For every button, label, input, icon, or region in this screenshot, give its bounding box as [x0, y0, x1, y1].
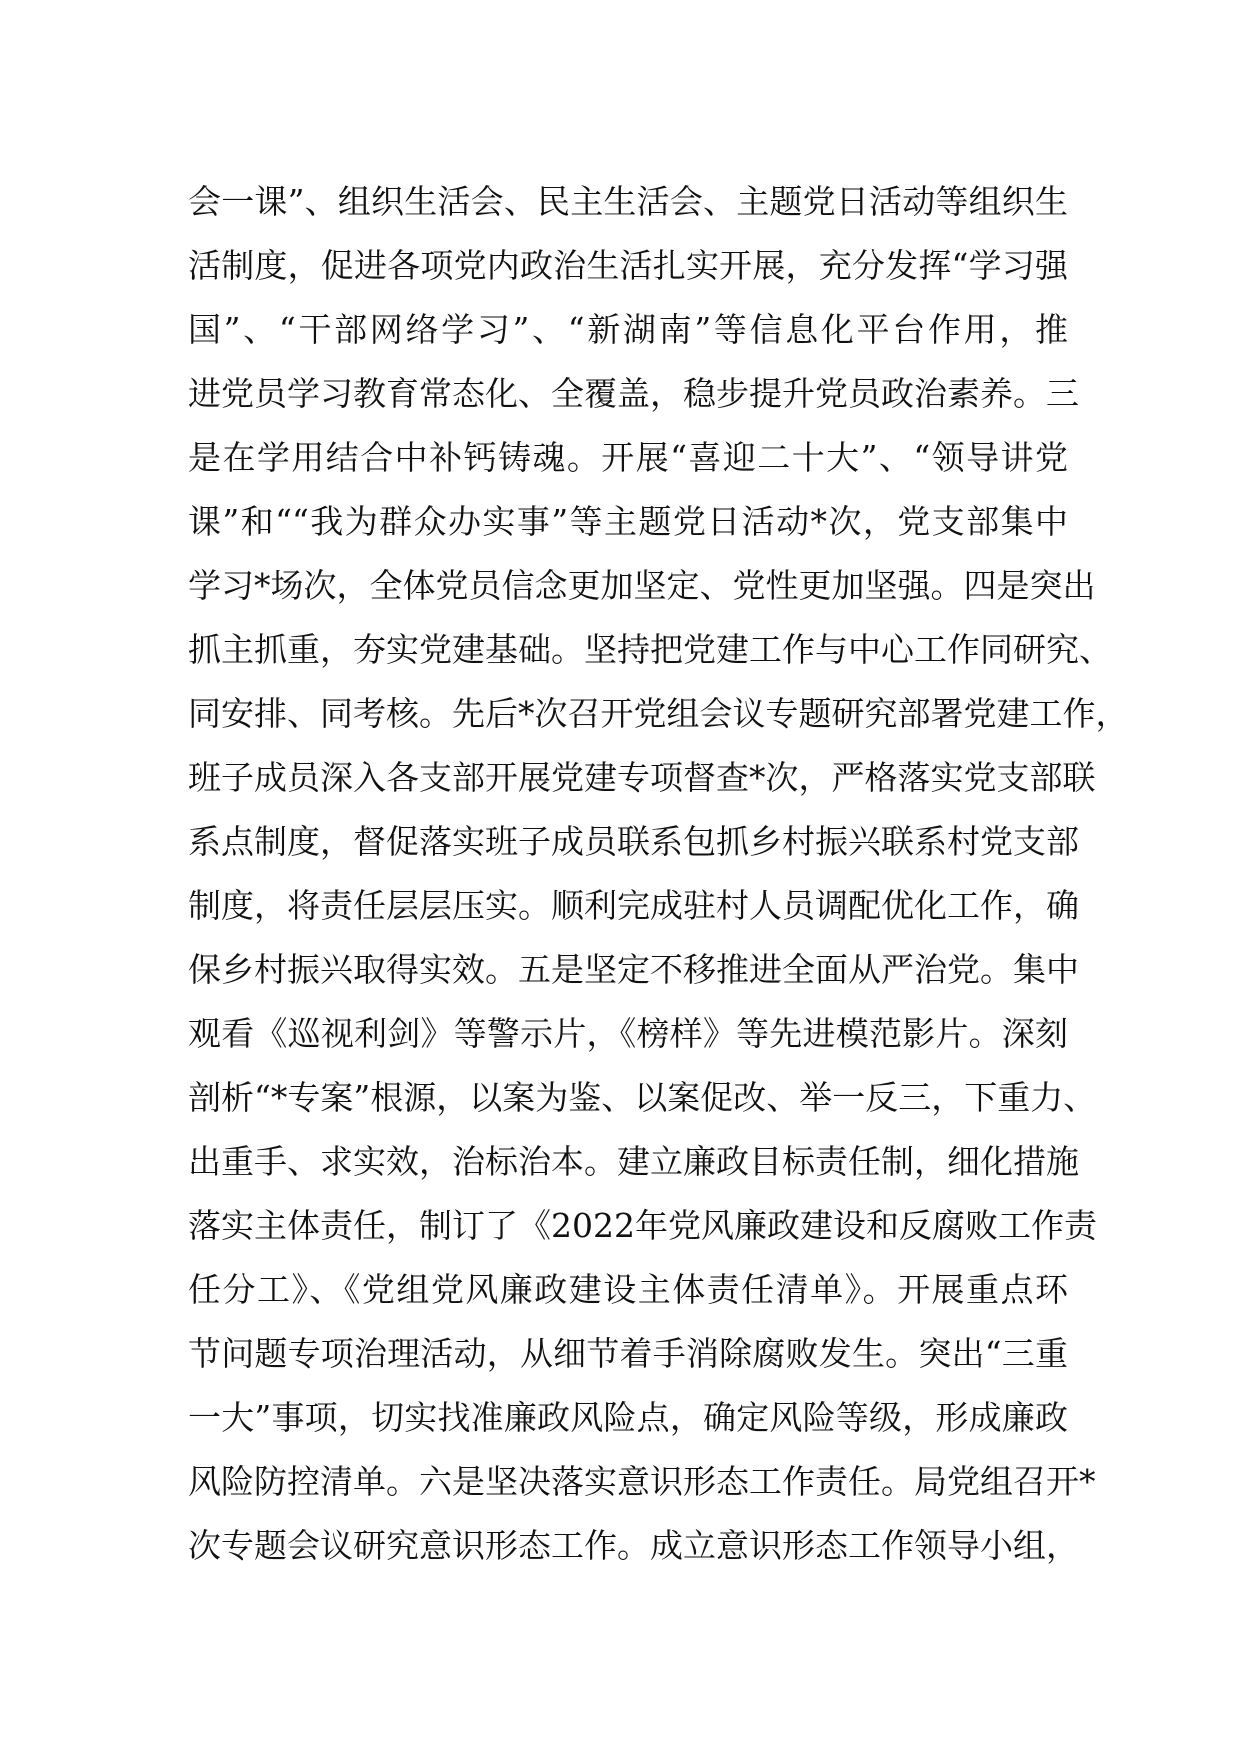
text-line: 一大”事项，切实找准廉政风险点，确定风险等级，形成廉政: [188, 1398, 1068, 1437]
text-line: 次专题会议研究意识形态工作。成立意识形态工作领导小组，: [188, 1526, 1079, 1565]
text-line: 是在学用结合中补钙铸魂。开展“喜迎二十大”、“领导讲党: [188, 438, 1068, 477]
text-line: 落实主体责任，制订了《2022年党风廉政建设和反腐败工作责: [188, 1206, 1097, 1245]
text-line: 班子成员深入各支部开展党建专项督查*次，严格落实党支部联: [188, 758, 1096, 797]
text-line: 保乡村振兴取得实效。五是坚定不移推进全面从严治党。集中: [188, 950, 1079, 989]
text-line: 活制度，促进各项党内政治生活扎实开展，充分发挥“学习强: [188, 246, 1068, 285]
text-line: 国”、“干部网络学习”、“新湖南”等信息化平台作用，推: [188, 310, 1068, 349]
text-line: 节问题专项治理活动，从细节着手消除腐败发生。突出“三重: [188, 1334, 1068, 1373]
text-line: 同安排、同考核。先后*次召开党组会议专题研究部署党建工作，: [188, 694, 1129, 733]
text-line: 观看《巡视利剑》等警示片，《榜样》等先进模范影片。深刻: [188, 1014, 1068, 1053]
text-line: 剖析“*专案”根源，以案为鉴、以案促改、举一反三，下重力、: [188, 1078, 1097, 1117]
text-line: 课”和““我为群众办实事”等主题党日活动*次，党支部集中: [188, 502, 1068, 541]
text-line: 抓主抓重，夯实党建基础。坚持把党建工作与中心工作同研究、: [188, 630, 1112, 669]
text-line: 出重手、求实效，治标治本。建立廉政目标责任制，细化措施: [188, 1142, 1079, 1181]
text-line: 系点制度，督促落实班子成员联系包抓乡村振兴联系村党支部: [188, 822, 1079, 861]
body-text: [188, 170, 1129, 1578]
text-line: 任分工》、《党组党风廉政建设主体责任清单》。开展重点环: [188, 1270, 1068, 1309]
text-line: 会一课”、组织生活会、民主生活会、主题党日活动等组织生: [188, 182, 1068, 221]
text-line: 制度，将责任层层压实。顺利完成驻村人员调配优化工作，确: [188, 886, 1079, 925]
text-line: 进党员学习教育常态化、全覆盖，稳步提升党员政治素养。三: [188, 374, 1079, 413]
text-line: 学习*场次，全体党员信念更加坚定、党性更加坚强。四是突出: [188, 566, 1096, 605]
text-line: 风险防控清单。六是坚决落实意识形态工作责任。局党组召开*: [188, 1462, 1096, 1501]
